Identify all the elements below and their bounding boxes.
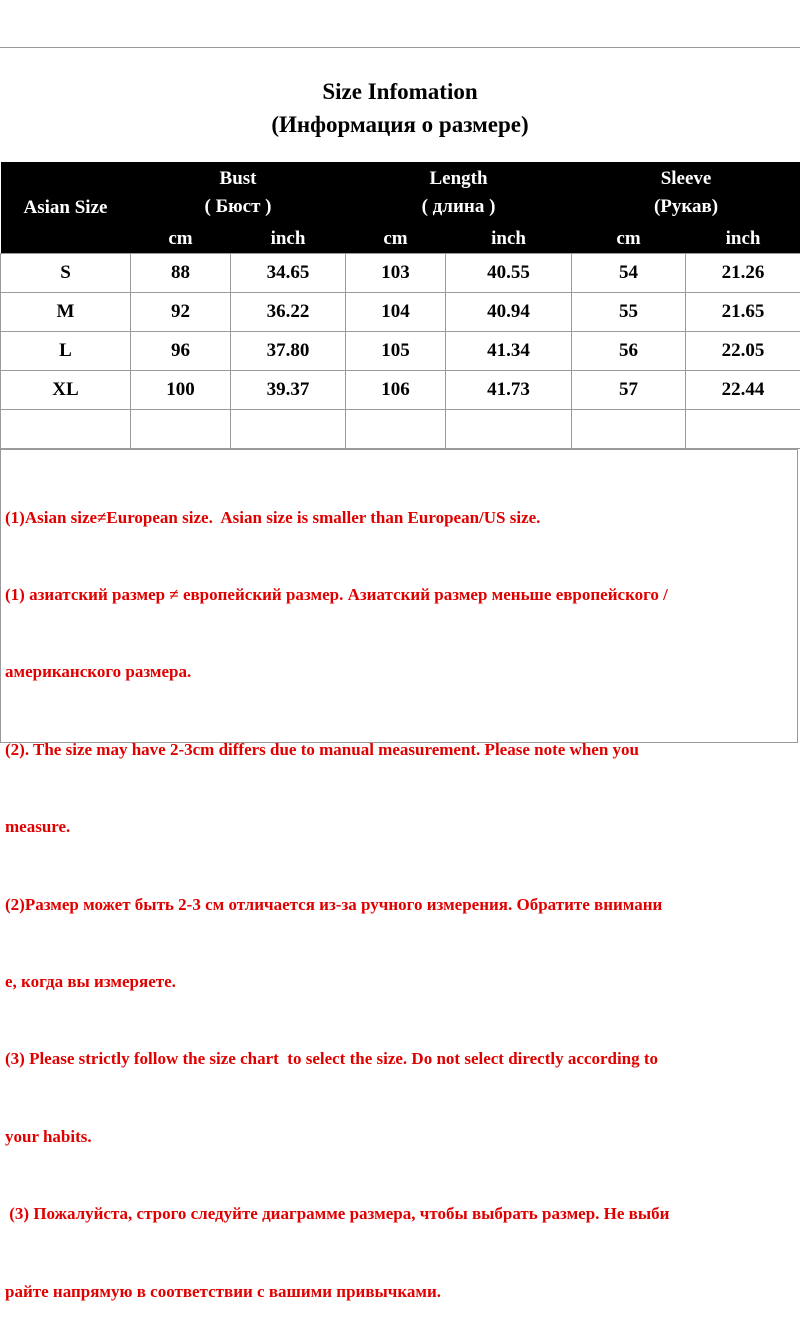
size-cell: XL xyxy=(1,371,131,410)
size-notes xyxy=(0,449,798,743)
size-cell xyxy=(1,410,131,449)
size-cell: S xyxy=(1,254,131,293)
table-cell: 21.26 xyxy=(686,254,800,293)
size-column-header: Asian Size xyxy=(1,162,131,254)
table-cell: 96 xyxy=(131,332,231,371)
table-cell xyxy=(446,410,572,449)
table-cell: 92 xyxy=(131,293,231,332)
title-block xyxy=(0,75,800,141)
table-cell: 103 xyxy=(346,254,446,293)
unit-header: cm xyxy=(572,224,686,254)
table-cell xyxy=(572,410,686,449)
bust-header-name: Bust xyxy=(220,168,257,189)
table-cell: 54 xyxy=(572,254,686,293)
table-cell: 106 xyxy=(346,371,446,410)
table-row xyxy=(1,332,800,371)
note-line: (1)Asian size≠European size. Asian size is smaller than European/US size. xyxy=(5,505,797,531)
sleeve-group-header xyxy=(572,162,800,224)
bust-group-header xyxy=(131,162,346,224)
size-chart-table xyxy=(0,162,800,449)
table-row xyxy=(1,293,800,332)
length-group-header xyxy=(346,162,572,224)
size-cell: L xyxy=(1,332,131,371)
sleeve-header-name: Sleeve xyxy=(661,168,712,189)
bust-header-sub: ( Бюст ) xyxy=(205,196,272,217)
top-divider xyxy=(0,47,800,48)
sleeve-header-sub: (Рукав) xyxy=(654,196,718,217)
note-line: райте напрямую в соответствии с вашими привычками. xyxy=(5,1279,797,1305)
unit-header: cm xyxy=(346,224,446,254)
note-line: (1) азиатский размер ≠ европейский размер. Азиатский размер меньше европейского / xyxy=(5,582,797,608)
table-cell xyxy=(231,410,346,449)
table-cell: 39.37 xyxy=(231,371,346,410)
unit-header: inch xyxy=(231,224,346,254)
table-cell: 36.22 xyxy=(231,293,346,332)
table-header-row xyxy=(1,162,800,224)
note-line: е, когда вы измеряете. xyxy=(5,969,797,995)
table-cell: 104 xyxy=(346,293,446,332)
table-cell: 100 xyxy=(131,371,231,410)
note-line: (2)Размер может быть 2-3 см отличается из-за ручного измерения. Обратите внимани xyxy=(5,892,797,918)
table-cell: 88 xyxy=(131,254,231,293)
page-subtitle: (Информация о размере) xyxy=(0,108,800,141)
note-line: (3) Пожалуйста, строго следуйте диаграмме размера, чтобы выбрать размер. Не выби xyxy=(5,1201,797,1227)
table-cell: 34.65 xyxy=(231,254,346,293)
note-line: (2). The size may have 2-3cm differs due to manual measurement. Please note when you xyxy=(5,737,797,763)
unit-header: inch xyxy=(686,224,800,254)
table-cell: 22.05 xyxy=(686,332,800,371)
table-cell: 37.80 xyxy=(231,332,346,371)
table-cell: 57 xyxy=(572,371,686,410)
table-cell: 41.34 xyxy=(446,332,572,371)
table-cell: 22.44 xyxy=(686,371,800,410)
unit-header: cm xyxy=(131,224,231,254)
note-line: your habits. xyxy=(5,1124,797,1150)
note-line: (3) Please strictly follow the size chart to select the size. Do not select directly according to xyxy=(5,1046,797,1072)
table-row-empty xyxy=(1,410,800,449)
table-cell: 40.94 xyxy=(446,293,572,332)
table-cell: 55 xyxy=(572,293,686,332)
table-cell xyxy=(346,410,446,449)
table-row xyxy=(1,371,800,410)
table-cell: 21.65 xyxy=(686,293,800,332)
table-cell xyxy=(686,410,800,449)
table-cell: 105 xyxy=(346,332,446,371)
note-line: американского размера. xyxy=(5,659,797,685)
table-cell: 56 xyxy=(572,332,686,371)
table-cell: 40.55 xyxy=(446,254,572,293)
unit-header: inch xyxy=(446,224,572,254)
size-cell: M xyxy=(1,293,131,332)
page-title: Size Infomation xyxy=(0,75,800,108)
table-cell xyxy=(131,410,231,449)
table-cell: 41.73 xyxy=(446,371,572,410)
length-header-name: Length xyxy=(429,168,487,189)
note-line: measure. xyxy=(5,814,797,840)
table-row xyxy=(1,254,800,293)
length-header-sub: ( длина ) xyxy=(422,196,496,217)
